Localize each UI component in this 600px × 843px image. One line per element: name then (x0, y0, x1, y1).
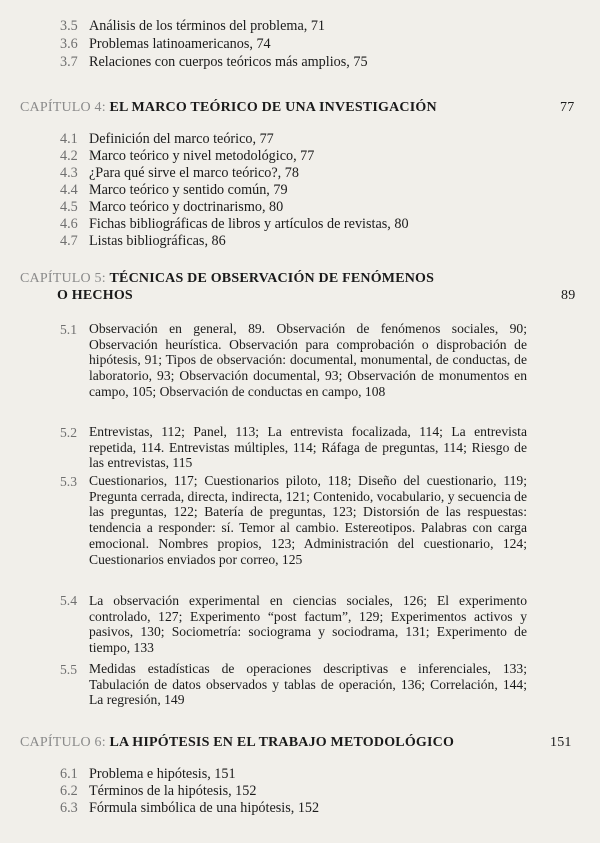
entry-number: 6.2 (60, 783, 78, 799)
entry-text: Problema e hipótesis, 151 (89, 766, 236, 782)
section-number: 5.5 (60, 662, 77, 677)
entry-number: 6.1 (60, 766, 78, 782)
chapter-6-heading (20, 735, 454, 751)
chapter-5-page: 89 (561, 288, 576, 303)
chapter-4-heading (20, 100, 437, 116)
section-text: Entrevistas, 112; Panel, 113; La entrevista focalizada, 114; La entrevista repetida, 114. Entrevistas múltiples, 114; Ráfaga de preguntas, 114; Riesgo de las entrevistas, 115 (89, 424, 527, 471)
entry-text: Listas bibliográficas, 86 (89, 233, 226, 249)
section-number: 5.1 (60, 322, 77, 337)
chapter-label: CAPÍTULO 6: (20, 735, 106, 750)
chapter-6-page: 151 (550, 735, 572, 750)
entry-text: Relaciones con cuerpos teóricos más amplios, 75 (89, 54, 368, 70)
entry-text: Fórmula simbólica de una hipótesis, 152 (89, 800, 320, 816)
entry-text: Términos de la hipótesis, 152 (89, 783, 257, 799)
entry-number: 4.5 (60, 199, 78, 215)
chapter-4-page: 77 (560, 100, 575, 115)
entry-number: 4.6 (60, 216, 78, 232)
entry-number: 3.6 (60, 36, 78, 52)
section-text: Cuestionarios, 117; Cuestionarios piloto, 118; Diseño del cuestionario, 119; Pregunta cerrada, directa, indirecta, 121; Contenido, vocabulario, y secuencia de las preguntas, 122; Batería de preguntas, 123; Distorsión de las respuestas: tendencia a responder: sí. Temor al cambio. Estereotipos. Palabras con carga emocional. Nombres propios, 123; Administración del cuestionario, 124; Cuestionarios enviados por correo, 125 (89, 473, 527, 567)
entry-number: 4.2 (60, 148, 78, 164)
entry-number: 4.1 (60, 131, 78, 147)
entry-text: Definición del marco teórico, 77 (89, 131, 274, 147)
entry-number: 6.3 (60, 800, 78, 816)
entry-text: Marco teórico y doctrinarismo, 80 (89, 199, 284, 215)
chapter-label: CAPÍTULO 4: (20, 100, 106, 115)
section-number: 5.2 (60, 425, 77, 440)
chapter-label: CAPÍTULO 5: (20, 271, 106, 286)
entry-text: Fichas bibliográficas de libros y artículos de revistas, 80 (89, 216, 409, 232)
entry-number: 3.5 (60, 18, 78, 34)
entry-text: Marco teórico y sentido común, 79 (89, 182, 288, 198)
entry-number: 4.4 (60, 182, 78, 198)
chapter-title: EL MARCO TEÓRICO DE UNA INVESTIGACIÓN (109, 100, 437, 115)
entry-text: ¿Para qué sirve el marco teórico?, 78 (89, 165, 299, 181)
entry-number: 4.3 (60, 165, 78, 181)
section-text: Medidas estadísticas de operaciones descriptivas e inferenciales, 133; Tabulación de datos observados y tablas de operación, 136; Correlación, 144; La regresión, 149 (89, 661, 527, 708)
chapter-title: TÉCNICAS DE OBSERVACIÓN DE FENÓMENOS (109, 271, 435, 286)
section-number: 5.4 (60, 593, 77, 608)
section-number: 5.3 (60, 474, 77, 489)
entry-text: Marco teórico y nivel metodológico, 77 (89, 148, 315, 164)
section-text: La observación experimental en ciencias sociales, 126; El experimento controlado, 127; Experimento “post factum”, 129; Experimentos activos y pasivos, 130; Sociometría: sociograma y sociodrama, 131; Experimento de tiempo, 133 (89, 593, 527, 656)
entry-text: Problemas latinoamericanos, 74 (89, 36, 271, 52)
entry-text: Análisis de los términos del problema, 71 (89, 18, 326, 34)
section-text: Observación en general, 89. Observación de fenómenos sociales, 90; Observación heurística. Observación para comprobación o disprobación de hipótesis, 91; Tipos de observación: documental, monumental, de conductas, de laboratorio, 93; Observación documental, 93; Observación de monumentos en campo, 105; Observación de conductas en campo, 108 (89, 321, 527, 399)
chapter-5-heading (20, 271, 434, 287)
entry-number: 4.7 (60, 233, 78, 249)
chapter-5-heading-cont (57, 288, 133, 304)
entry-number: 3.7 (60, 54, 78, 70)
chapter-title: LA HIPÓTESIS EN EL TRABAJO METODOLÓGICO (109, 735, 455, 750)
chapter-title-cont: O HECHOS (57, 288, 133, 303)
